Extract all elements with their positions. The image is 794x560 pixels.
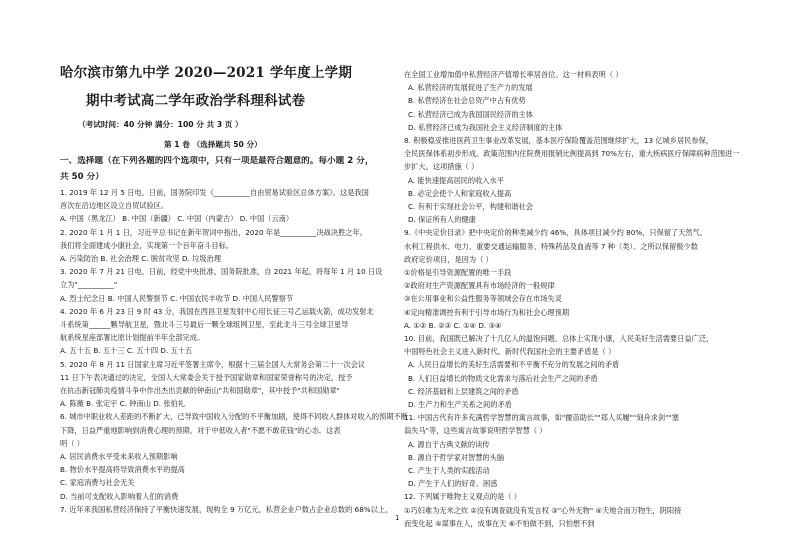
text-line: 11. 中国古代有许多充满哲学智慧的寓言故事，如"揠苗助长""郑人买履""刻舟求剑""塞 — [404, 413, 679, 423]
exam-title-line2: 期中考试高二学年政治学科理科试卷 — [86, 93, 306, 109]
text-line: D. 生产力和生产关系之间的矛盾 — [408, 400, 512, 409]
text-line: A. 陈薇 B. 张定宇 C. 钟南山 D. 张伯礼 — [60, 399, 185, 409]
text-line: A. 烈士纪念日 B. 中国人民警察节 C. 中国农民丰收节 D. 中国人民警察节 — [60, 293, 294, 303]
text-line: C. 产生于人类的实践活动 — [408, 466, 490, 475]
exam-title-line1: 哈尔滨市第九中学 2020—2021 学年度上学期 — [60, 65, 353, 81]
text-line: 政府定价项目，是因为（ ） — [404, 254, 493, 264]
text-line: D. 产生于人们的好奇、困惑 — [408, 479, 498, 489]
text-line: A. 私营经济的发展促进了生产力的发展 — [408, 83, 533, 93]
text-line: A. ①② B. ②③ C. ①④ D. ③④ — [404, 320, 502, 330]
text-line: D. 私营经济已成为我国社会主义经济制度的主体 — [408, 122, 563, 132]
text-line: 步扩大。这项措施（ ） — [404, 162, 479, 172]
text-line: 在全国工业增加值中私营经济产值增长率居首位。这一材料表明（ ） — [404, 70, 623, 79]
text-line: A. 能快速提高居民的收入水平 — [408, 175, 504, 185]
text-line: ①巧妇难为无米之炊 ②没有调查就没有发言权 ③"心外无物" ④天地合而万物生，阴阳接 — [404, 505, 682, 515]
text-line: A. 五十五 B. 五十三 C. 五十四 D. 五十五 — [60, 346, 193, 356]
text-line: 7. 近年来我国私营经济保持了平衡快速发展，现构全 9 万亿元，私营企业户数占企业总数的 68%以上， — [60, 504, 393, 514]
text-line: 9.《中央定价目录》把中央定价的种类减少约 46%，具体项目减少约 80%，只保留了天然气、 — [404, 228, 708, 238]
text-line: B. 源自于哲学家对智慧的头脑 — [408, 452, 505, 462]
text-line: 明（ ） — [60, 438, 84, 448]
text-line: 水利工程供水、电力、重要交通运输服务、特殊药品及血液等 7 种（类）。之所以保留极少数 — [404, 241, 698, 251]
text-line: 5. 2020 年 8 月 11 日国家主席习近平签署主席令，根据十三届全国人大常务会第二十一次会议 — [60, 359, 366, 369]
text-line: 斗系统第______颗导航卫星，暨北斗三号最后一颗全球组网卫星，至此北斗三号全球卫星导 — [60, 320, 349, 329]
text-line: 12. 下列属于唯物主义观点的是（ ） — [404, 492, 522, 502]
volume-heading: 第 1 卷 （选择题共 50 分） — [164, 140, 262, 149]
text-line: 11 日下午表决通过的决定，全国人大常委会关于授予国家勋章和国家荣誉称号的决定，授予 — [60, 372, 353, 382]
text-line: 下降，日益严重地影响到消费心理的预期。对于中低收入者"不愿不敢花钱"的心态。这表 — [60, 425, 341, 435]
text-line: B. 私营经济在社会总资产中占有优势 — [408, 96, 526, 106]
text-line: ②政府对生产资源配置具有市场经济的一般规律 — [404, 281, 555, 291]
section-heading-line1: 一、选择题（在下列各题的四个选项中，只有一项是最符合题意的。每小题 2 分， — [60, 156, 374, 166]
text-line: 3. 2020 年 7 月 21 日电，日前，经党中央批准、国务院批准，自 2021 年起，将每年 1 月 10 日设 — [60, 267, 383, 277]
text-line: C. 私营经济已成为我国国民经济的主体 — [408, 109, 533, 119]
text-line: 10. 目前，我国既已解决了十几亿人的温饱问题，总体上实现小康，人民美好生活需要日益广泛， — [404, 334, 714, 343]
text-line: 全民医保体系初步形成。政策范围内住院费用报销比例提高到 70%左右，重大疾病医疗保障病种范围进一 — [404, 149, 740, 159]
text-line: ①价格是引导资源配置的唯一手段 — [404, 268, 512, 277]
section-heading-line2: 共 50 分） — [60, 172, 104, 182]
text-line: 而变化起 ⑤谋事在人，成事在天 ⑥不怕做不到，只怕想不到 — [404, 518, 595, 528]
text-line: C. 经济基础和上层建筑之间的矛盾 — [408, 386, 519, 396]
text-line: B. 物价水平提高将导致消费水平的提高 — [60, 465, 185, 475]
text-line: 在抗击新冠肺炎疫情斗争中作出杰出贡献的钟南山"共和国勋章"，其中授予"共和国勋章" — [60, 386, 340, 395]
text-line: D. 保证所有人的健康 — [408, 215, 476, 225]
text-line: A. 源自于古典文献的读传 — [408, 439, 490, 449]
text-line: C. 有利于实现社会公平，构建和谐社会 — [408, 202, 533, 211]
text-line: A. 污染防治 B. 社会治理 C. 脱贫攻坚 D. 垃圾治理 — [60, 254, 222, 263]
text-line: 我们将全面建成小康社会，实现第一个百年奋斗目标。 — [60, 240, 233, 250]
text-line: D. 当前可支配收入影响着人们的消费 — [60, 491, 179, 501]
text-line: 翁失马"等，这些寓言故事说明哲学智慧（ ） — [404, 426, 547, 436]
text-line: ③在公用事业和公益性服务等领域会存在市场失灵 — [404, 294, 562, 304]
text-line: 2. 2020 年 1 月 1 日，习近平总书记在新年贺词中指出，2020 年是__________决战决胜之年。 — [60, 227, 367, 237]
text-line: 首次在沿边地区设立自贸试验区。 — [60, 201, 169, 211]
text-line: B. 必定会使个人和家庭收入提高 — [408, 188, 512, 198]
text-line: 1. 2019 年 12 月 5 日电，日前，国务院印发《__________自由贸易试验区总体方案》。这是我国 — [60, 188, 369, 197]
text-line: 航系统星座部署比原计划提前半年全部完成。 — [60, 333, 205, 343]
text-line: C. 家庭消费与社会无关 — [60, 478, 135, 488]
text-line: A. 人民日益增长的美好生活需要和不平衡不充分的发展之间的矛盾 — [408, 360, 620, 370]
text-line: 4. 2020 年 6 月 23 日 9 时 43 分，我国在西昌卫星发射中心用长征三号乙运载火箭，成功发射北 — [60, 306, 374, 316]
text-line: 立为"__________" — [60, 280, 118, 290]
text-line: A. 中国（黑龙江） B. 中国（新疆） C. 中国（内蒙古） D. 中国（云南） — [60, 214, 294, 224]
exam-meta: （考试时间：40 分钟 满分：100 分 共 3 页 ） — [78, 120, 243, 129]
page-number: 1 — [395, 514, 400, 522]
text-line: B. 人们日益增长的物质文化需求与落后社会生产之间的矛盾 — [408, 373, 598, 383]
text-line: 8. 积极稳妥推进医药卫生事业改革发展，基本医疗保险覆盖范围继续扩大，13 亿城乡居民参保， — [404, 136, 713, 145]
text-line: A. 居民消费水平受未来收入预期影响 — [60, 452, 178, 461]
text-line: 6. 城市中职业收入差距的不断扩大，已导致中国收入分配的不平衡加剧，使得不同收入群体对收入的预期不断 — [60, 412, 408, 422]
text-line: ④定向精准调控有利于引导市场行为和社会心理预期 — [404, 307, 570, 317]
text-line: 中国特色社会主义进入新时代。新时代我国社会的主要矛盾是（ ） — [404, 347, 616, 357]
